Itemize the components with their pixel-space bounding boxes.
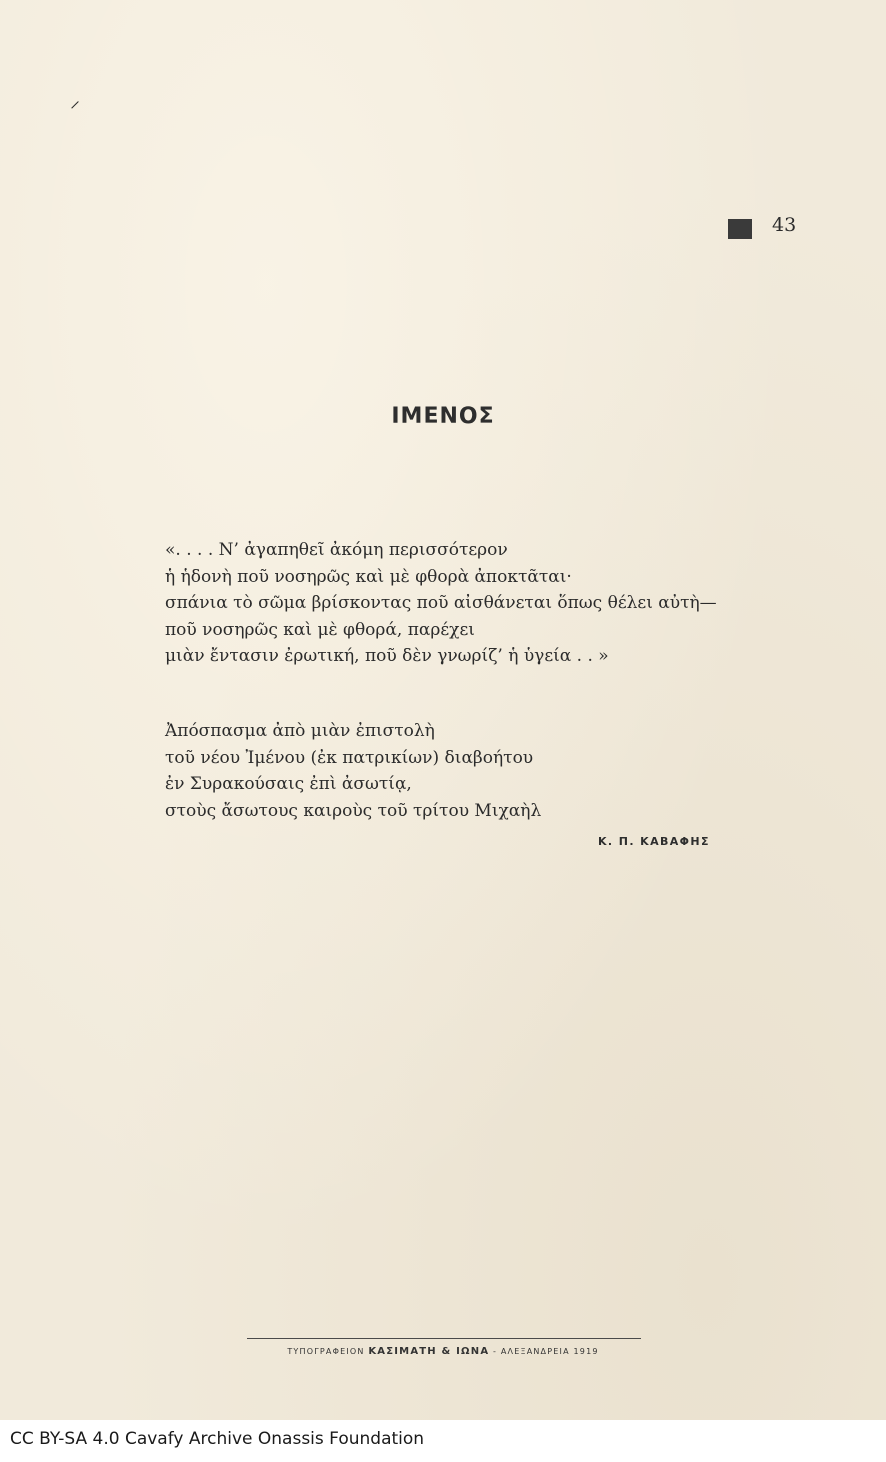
poem-stanza-2 bbox=[165, 718, 541, 824]
page-number: 43 bbox=[772, 214, 797, 236]
poem-line: μιὰν ἔντασιν ἐρωτική, ποῦ δὲν γνωρίζ’ ἡ ὑγεία . . » bbox=[165, 646, 609, 666]
printer-imprint bbox=[0, 1346, 886, 1357]
corner-mark: ⸝ bbox=[70, 88, 80, 112]
author-signature: Κ. Π. ΚΑΒΑΦΗΣ bbox=[598, 835, 710, 848]
poem-line: τοῦ νέου Ἰμένου (ἐκ πατρικίων) διαβοήτου bbox=[165, 747, 534, 768]
poem-title: ΙΜΕΝΟΣ bbox=[391, 404, 495, 429]
poem-line: ποῦ νοσηρῶς καὶ μὲ φθορά, παρέχει bbox=[165, 619, 475, 640]
poem-line: στοὺς ἄσωτους καιροὺς τοῦ τρίτου Μιχαὴλ bbox=[165, 800, 542, 821]
printer-suffix: - ΑΛΕΞΑΝΔΡΕΙΑ 1919 bbox=[493, 1347, 599, 1356]
poem-line: σπάνια τὸ σῶμα βρίσκοντας ποῦ αἰσθάνεται ὅπως θέλει αὐτὴ— bbox=[165, 593, 717, 613]
license-credit: CC BY-SA 4.0 Cavafy Archive Onassis Foundation bbox=[10, 1429, 425, 1449]
printer-prefix: ΤΥΠΟΓΡΑΦΕΙΟΝ bbox=[287, 1347, 365, 1356]
poem-stanza-1 bbox=[165, 537, 717, 670]
page-number-stamp bbox=[728, 219, 752, 239]
printer-name: ΚΑΣΙΜΑΤΗ & ΙΩΝΑ bbox=[368, 1346, 490, 1357]
footer-divider bbox=[247, 1338, 641, 1339]
poem-line: «. . . . Ν’ ἀγαπηθεῖ ἀκόμη περισσότερον bbox=[165, 540, 508, 560]
poem-line: ἡ ἡδονὴ ποῦ νοσηρῶς καὶ μὲ φθορὰ ἀποκτᾶται· bbox=[165, 566, 572, 587]
poem-line: ἐν Συρακούσαις ἐπὶ ἀσωτίᾳ, bbox=[165, 774, 412, 794]
poem-line: Ἀπόσπασμα ἀπὸ μιὰν ἐπιστολὴ bbox=[165, 721, 435, 741]
